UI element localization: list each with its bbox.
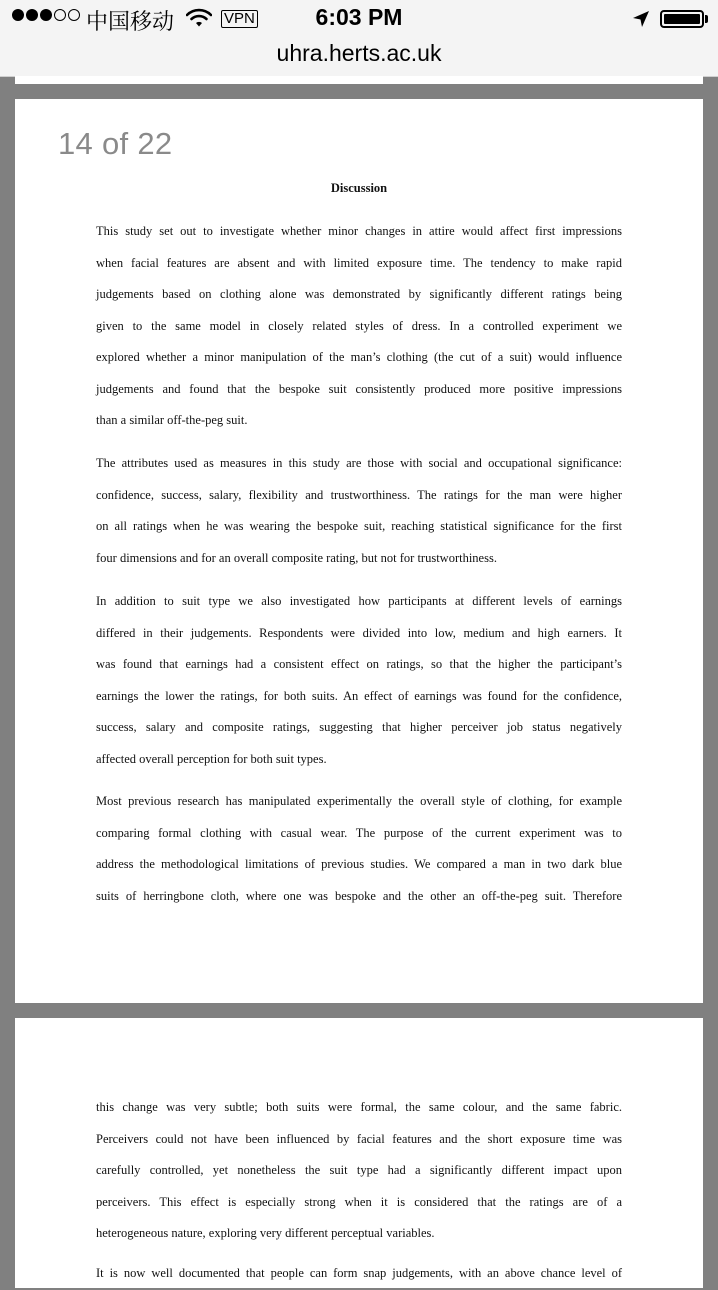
page-counter: 14 of 22	[58, 126, 173, 161]
text-line: It is now well documented that people can form snap judgements, with an above chance level of	[96, 1266, 622, 1280]
paragraph	[96, 1258, 622, 1290]
location-arrow-icon	[632, 10, 650, 33]
pdf-page	[15, 1018, 703, 1288]
text-line: this change was very subtle; both suits were formal, the same colour, and the same fabric.	[96, 1100, 622, 1114]
address-bar-url[interactable]: uhra.herts.ac.uk	[276, 40, 442, 66]
text-line: four dimensions and for an overall composite rating, but not for trustworthiness.	[96, 550, 497, 565]
battery-level	[664, 14, 700, 24]
text-line: given to the same model in closely related styles of dress. In a controlled experiment we	[96, 318, 622, 333]
text-line: address the methodological limitations of previous studies. We compared a man in two dark blue	[96, 857, 622, 871]
battery-tip	[705, 15, 708, 23]
text-line: affected overall perception for both suit types.	[96, 751, 327, 766]
text-line: comparing formal clothing with casual wear. The purpose of the current experiment was to	[96, 825, 622, 840]
status-bar	[0, 0, 718, 77]
text-line: was found that earnings had a consistent effect on ratings, so that the higher the participant’s	[96, 657, 622, 671]
text-line: on all ratings when he was wearing the bespoke suit, reaching statistical significance for the first	[96, 519, 622, 533]
pdf-page	[15, 99, 703, 1003]
text-line: perceivers. This effect is especially strong when it is considered that the ratings are of a	[96, 1194, 622, 1209]
text-line: earnings the lower the ratings, for both suits. An effect of earnings was found for the confidence,	[96, 688, 622, 703]
paragraph	[96, 216, 622, 437]
previous-page-edge	[15, 76, 703, 84]
text-line: suits of herringbone cloth, where one was bespoke and the other an off-the-peg suit. Therefore	[96, 888, 622, 903]
text-line: success, salary and composite ratings, suggesting that higher perceiver job status negatively	[96, 720, 622, 734]
vpn-badge: VPN	[221, 10, 258, 28]
text-line: judgements and found that the bespoke suit consistently produced more positive impressions	[96, 381, 622, 396]
battery-icon	[660, 10, 704, 28]
text-line: In addition to suit type we also investigated how participants at different levels of earnings	[96, 594, 622, 608]
text-line: Most previous research has manipulated experimentally the overall style of clothing, for example	[96, 794, 622, 808]
text-line: when facial features are absent and with limited exposure time. The tendency to make rapid	[96, 255, 622, 270]
text-line: This study set out to investigate whether minor changes in attire would affect first impressions	[96, 224, 622, 238]
paragraph	[96, 786, 622, 912]
paragraph	[96, 448, 622, 574]
text-line: The attributes used as measures in this study are those with social and occupational significance:	[96, 456, 622, 470]
carrier-name: 中国移动	[86, 10, 175, 35]
text-line: confidence, success, salary, flexibility and trustworthiness. The ratings for the man were higher	[96, 487, 622, 502]
text-line: Perceivers could not have been influenced by facial features and the short exposure time was	[96, 1131, 622, 1146]
text-line: judgements based on clothing alone was demonstrated by significantly different ratings being	[96, 287, 622, 301]
text-line: explored whether a minor manipulation of the man’s clothing (the cut of a suit) would influence	[96, 350, 622, 364]
section-heading: Discussion	[330, 181, 388, 195]
text-line: than a similar off-the-peg suit.	[96, 413, 248, 427]
text-line: heterogeneous nature, exploring very different perceptual variables.	[96, 1226, 435, 1240]
status-time: 6:03 PM	[315, 4, 403, 30]
text-line: carefully controlled, yet nonetheless the suit type had a significantly different impact upon	[96, 1163, 622, 1177]
text-line: differed in their judgements. Respondents were divided into low, medium and high earners. It	[96, 625, 622, 640]
paragraph	[96, 1092, 622, 1250]
paragraph	[96, 586, 622, 775]
